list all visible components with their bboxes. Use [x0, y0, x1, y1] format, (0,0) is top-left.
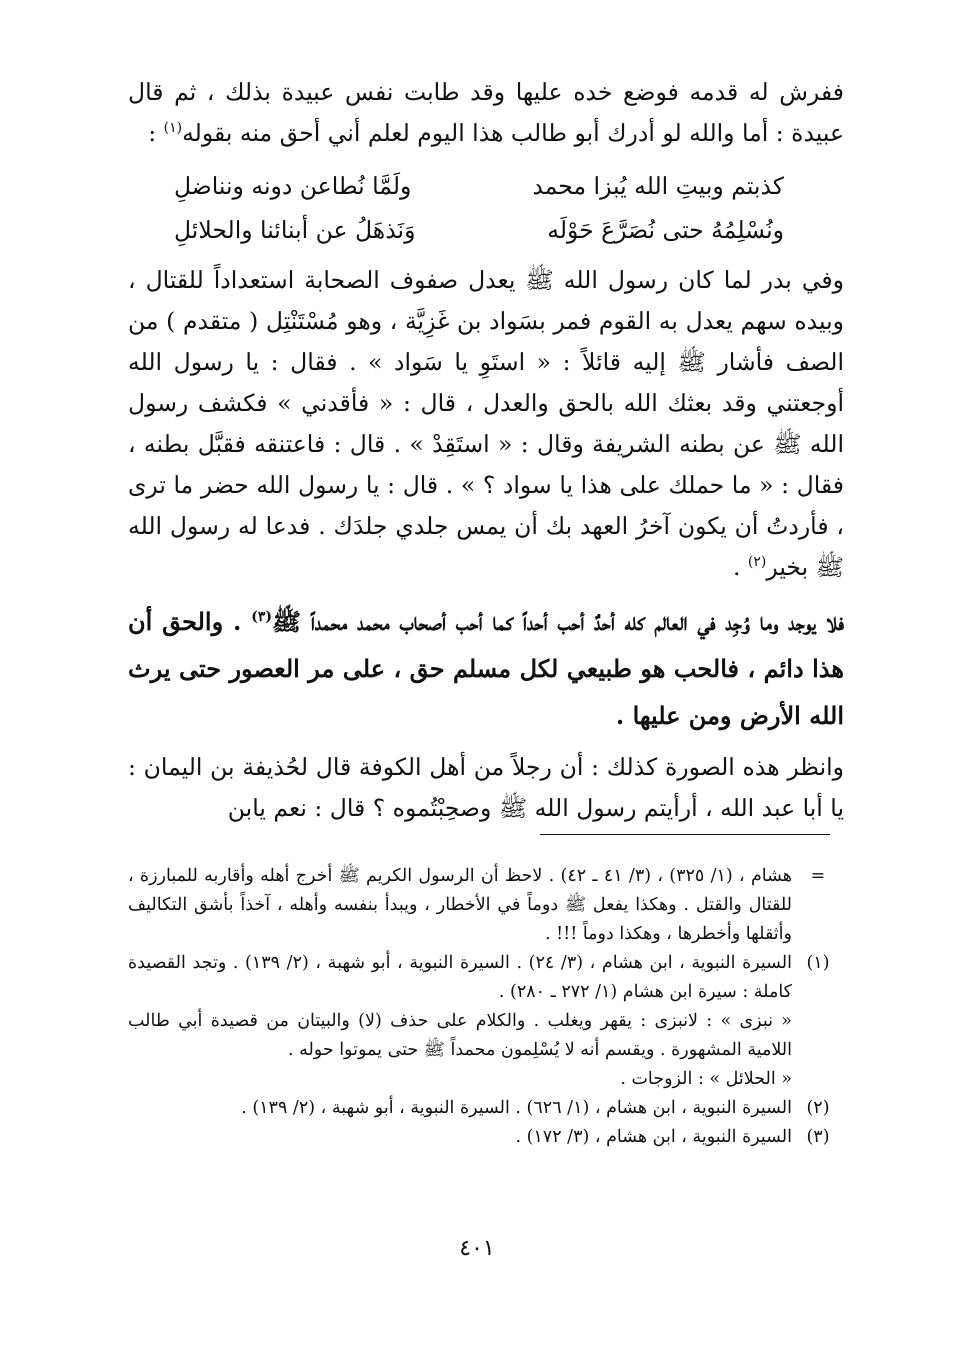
footnote-ref-2: (٢) — [747, 554, 767, 571]
footnotes — [128, 862, 844, 1152]
footnote-divider — [540, 834, 830, 835]
footnote-1-gloss-2: « الحلائل » : الزوجات . — [620, 1069, 792, 1089]
poem-hemistich: ولَمَّا نُطاعن دونه ونناضلِ — [174, 172, 412, 200]
footnote-1 — [128, 949, 844, 1007]
poem-line-2 — [174, 208, 784, 252]
footnote-text: هشام ، (١/ ٣٢٥) ، (٣/ ٤١ ـ ٤٢) . لاحظ أن الرسول الكريم ﷺ أخرج أهله وأقاربه للمبارزة ، للقتال والقتل . وهكذا يفعل ﷺ دوماً في الأخطار ، ويبدأ بنفسه وأهله ، آخذاً بأشق التكاليف وأثقلها وأخطرها ، وهكذا دوماً !!! . — [128, 866, 792, 944]
footnote-mark: (١) — [806, 953, 830, 973]
footnote-mark: (٣) — [806, 1127, 830, 1147]
paragraph-4 — [128, 747, 844, 829]
footnote-continuation — [128, 862, 844, 949]
footnote-2 — [128, 1094, 844, 1123]
footnote-3 — [128, 1123, 844, 1152]
poem-hemistich: ونُسْلِمُهُ حتى نُصَرَّعَ حَوْلَه — [547, 216, 784, 244]
paragraph-2-end: . — [732, 553, 748, 581]
paragraph-1-end: : — [148, 119, 164, 147]
paragraph-1 — [128, 72, 844, 154]
page-number: ٤٠١ — [459, 1236, 495, 1261]
footnote-ref-1: (١) — [163, 120, 183, 137]
footnote-ref-3: (٣) — [251, 609, 272, 625]
paragraph-3-bold — [128, 598, 844, 739]
poem — [128, 164, 844, 252]
paragraph-3-text-b: . والحق أن هذا دائم ، فالحب هو طبيعي لكل مسلم حق ، على مر العصور حتى يرث الله الأرض ومن عليها . — [128, 607, 844, 730]
footnote-text: السيرة النبوية ، ابن هشام ، (٣/ ١٧٢) . — [515, 1127, 792, 1147]
footnote-mark: (٢) — [806, 1098, 830, 1118]
paragraph-1-text: ففرش له قدمه فوضع خده عليها وقد طابت نفس عبيدة بذلك ، ثم قال عبيدة : أما والله لو أدرك أبو طالب هذا اليوم لعلم أني أحق منه بقوله — [128, 78, 844, 147]
paragraph-4-text: وانظر هذه الصورة كذلك : أن رجلاً من أهل الكوفة قال لحُذيفة بن اليمان : يا أبا عبد الله ، أرأيتم رسول الله ﷺ وصحِبْتُموه ؟ قال : نعم يابن — [128, 753, 844, 822]
poem-hemistich: وَنَذهَلُ عن أبنائنا والحلائلِ — [174, 216, 416, 244]
footnote-mark: = — [810, 866, 826, 886]
poem-hemistich: كذبتم وبيتِ الله يُبزا محمد — [532, 172, 784, 200]
paragraph-2 — [128, 260, 844, 588]
footnote-1-gloss: « نبزى » : لانبزى : يقهر ويغلب . والكلام على حذف (لا) والبيتان من قصيدة أبي طالب اللامية المشهورة . ويقسم أنه لا يُسْلِمون محمداً ﷺ حتى يموتوا حوله . — [128, 1011, 792, 1060]
paragraph-3-text-a: فلا يوجد وما وُجِد في العالم كله أحدٌ أحب أحداً كما أحب أصحاب محمد محمداً ﷺ — [271, 607, 844, 636]
main-text — [128, 72, 844, 829]
poem-line-1 — [174, 164, 784, 208]
paragraph-2-text: وفي بدر لما كان رسول الله ﷺ يعدل صفوف الصحابة استعداداً للقتال ، وبيده سهم يعدل به القوم فمر بسَواد بن غَزِيَّة ، وهو مُسْتَنْتِل ( متقدم ) من الصف فأشار ﷺ إليه قائلاً : « استَوِ يا سَواد » . فقال : يا رسول الله أوجعتني وقد بعثك الله بالحق والعدل ، قال : « فأقدني » فكشف رسول الله ﷺ عن بطنه الشريفة وقال : « استَقِدْ » . قال : فاعتنقه فقبَّل بطنه ، فقال : « ما حملك على هذا يا سواد ؟ » . قال : يا رسول الله حضر ما ترى ، فأردتُ أن يكون آخرُ العهد بك أن يمس جلدي جلدَك . فدعا له رسول الله ﷺ بخير — [128, 266, 844, 581]
footnote-text: السيرة النبوية ، ابن هشام ، (١/ ٦٢٦) . السيرة النبوية ، أبو شهبة ، (٢/ ١٣٩) . — [241, 1098, 792, 1118]
footnote-text: السيرة النبوية ، ابن هشام ، (٣/ ٢٤) . السيرة النبوية ، أبو شهبة ، (٢/ ١٣٩) . وتجد القصيدة كاملة : سيرة ابن هشام (١/ ٢٧٢ ـ ٢٨٠) . — [128, 953, 792, 1002]
